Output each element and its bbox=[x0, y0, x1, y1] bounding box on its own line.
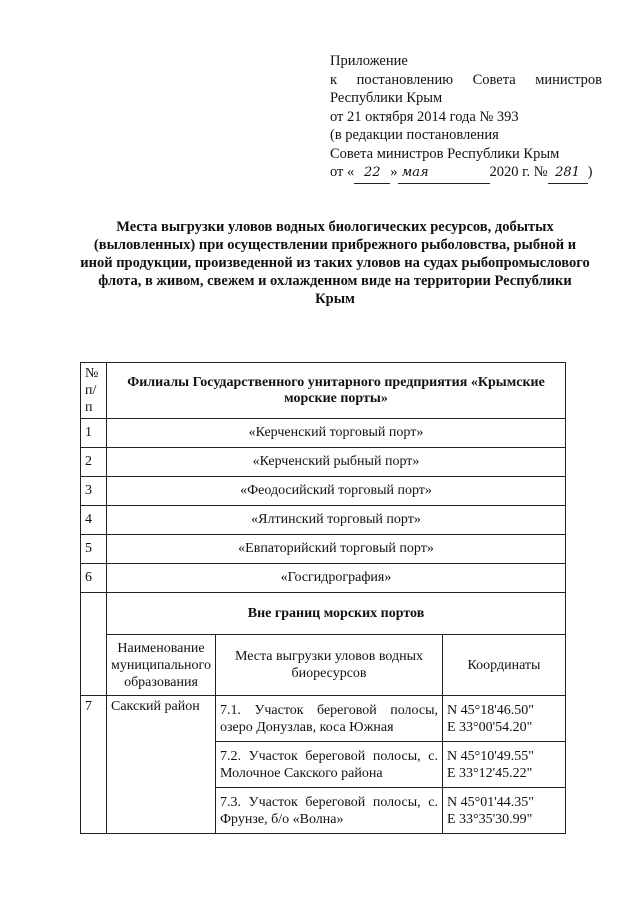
handwritten-day: 22 bbox=[354, 164, 390, 184]
appendix-original-date: от 21 октября 2014 года № 393 bbox=[330, 108, 519, 125]
row-number: 1 bbox=[81, 419, 107, 448]
coordinates: N 45°18'46.50" E 33°00'54.20" bbox=[443, 696, 566, 742]
branch-name: «Керченский торговый порт» bbox=[107, 419, 566, 448]
outside-ports-heading: Вне границ морских портов bbox=[107, 593, 566, 635]
table-row bbox=[81, 419, 566, 448]
row-number: 2 bbox=[81, 448, 107, 477]
municipality-name: Сакский район bbox=[107, 696, 216, 834]
col-coords: Координаты bbox=[443, 635, 566, 696]
landing-place: 7.2. Участок береговой полосы, с. Молочное Сакского района bbox=[216, 742, 443, 788]
appendix-republic: Республики Крым bbox=[330, 90, 443, 106]
outside-ports-heading-row bbox=[81, 593, 566, 635]
col-municipality: Наименование муниципального образования bbox=[107, 635, 216, 696]
handwritten-number: 281 bbox=[548, 164, 588, 184]
row-number: 5 bbox=[81, 535, 107, 564]
appendix-council: Совета министров Республики Крым bbox=[330, 145, 560, 162]
empty-number-cell bbox=[81, 593, 107, 696]
branch-name: «Феодосийский торговый порт» bbox=[107, 477, 566, 506]
table-row bbox=[81, 535, 566, 564]
table-row bbox=[81, 696, 566, 742]
appendix-resolution-line: к постановлению Совета министров bbox=[330, 71, 602, 88]
col-places: Места выгрузки уловов водных биоресурсов bbox=[216, 635, 443, 696]
column-header-row bbox=[81, 635, 566, 696]
row-number: 6 bbox=[81, 564, 107, 593]
coordinates: N 45°10'49.55" E 33°12'45.22" bbox=[443, 742, 566, 788]
header-number: № п/п bbox=[81, 363, 107, 419]
branch-name: «Керченский рыбный порт» bbox=[107, 448, 566, 477]
row-number: 7 bbox=[81, 696, 107, 834]
landing-place: 7.3. Участок береговой полосы, с. Фрунзе, б/о «Волна» bbox=[216, 788, 443, 834]
branch-name: «Ялтинский торговый порт» bbox=[107, 506, 566, 535]
landing-place: 7.1. Участок береговой полосы, озеро Донузлав, коса Южная bbox=[216, 696, 443, 742]
appendix-block bbox=[330, 52, 602, 184]
header-title: Филиалы Государственного унитарного предприятия «Крымские морские порты» bbox=[107, 363, 566, 419]
branch-name: «Госгидрография» bbox=[107, 564, 566, 593]
ports-table bbox=[80, 362, 566, 834]
coordinates: N 45°01'44.35" E 33°35'30.99" bbox=[443, 788, 566, 834]
appendix-label: Приложение bbox=[330, 53, 408, 69]
table-header-row bbox=[81, 363, 566, 419]
table-row bbox=[81, 477, 566, 506]
branch-name: «Евпаторийский торговый порт» bbox=[107, 535, 566, 564]
handwritten-month: мая bbox=[398, 164, 490, 184]
appendix-amend-date: от « 22 » мая 2020 г. № 281 ) bbox=[330, 163, 602, 184]
row-number: 4 bbox=[81, 506, 107, 535]
document-title: Места выгрузки уловов водных биологических ресурсов, добытых (выловленных) при осуществлении прибрежного рыболовства, рыбной и иной продукции, произведенной из таких уловов на судах рыбопромыслового флота, в живом, свежем и охлажденном виде на территории Республики Крым bbox=[80, 219, 590, 307]
appendix-edition: (в редакции постановления bbox=[330, 127, 499, 143]
table-row bbox=[81, 448, 566, 477]
table-row bbox=[81, 564, 566, 593]
table-row bbox=[81, 506, 566, 535]
row-number: 3 bbox=[81, 477, 107, 506]
